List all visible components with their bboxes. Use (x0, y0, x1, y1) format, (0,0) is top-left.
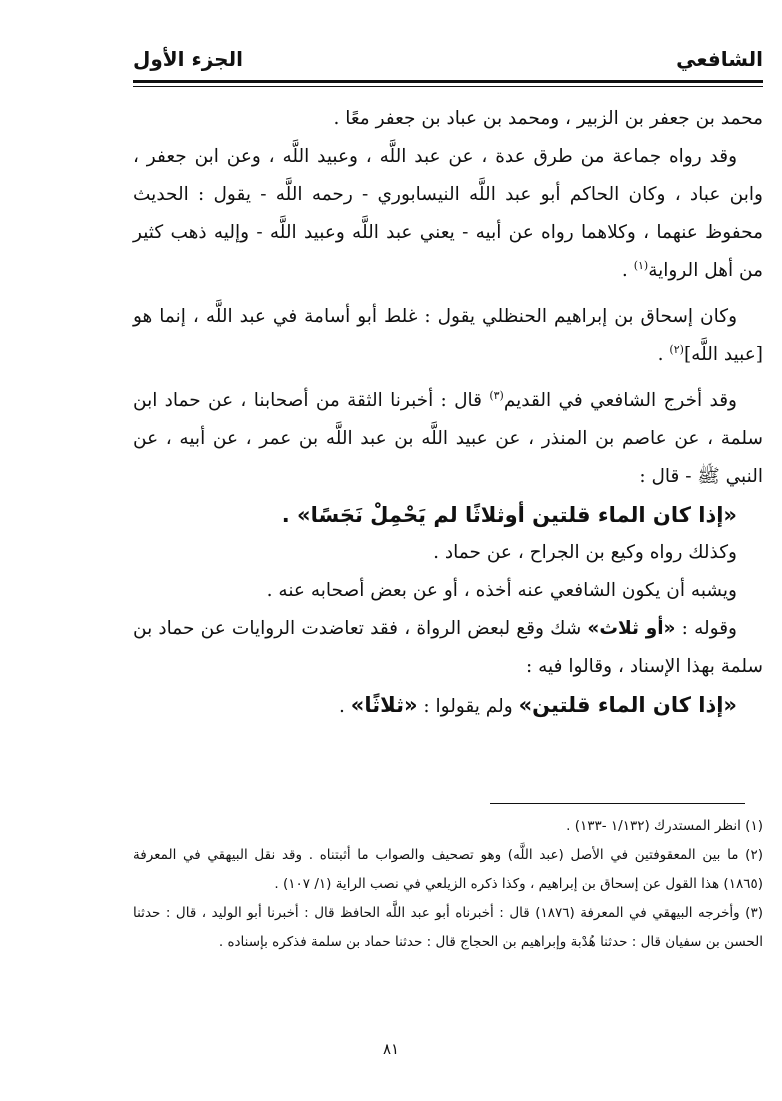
footnote-separator (490, 803, 745, 804)
footnote-ref-1[interactable]: (١) (633, 258, 649, 272)
main-text (133, 100, 763, 726)
footnote-1: (١) انظر المستدرك (١/١٣٢ -١٣٣) . (566, 818, 763, 834)
paragraph-7: وقوله : «أو ثلاث» شك وقع لبعض الرواة ، فقد تعاضدت الروايات عن حماد بن سلمة بهذا الإسناد ، وقالوا فيه : (133, 618, 763, 677)
page-number: ٨١ (382, 1040, 400, 1058)
footnote-3: (٣) وأخرجه البيهقي في المعرفة (١٨٧٦) قال : أخبرناه أبو عبد اللَّه الحافظ قال : أخبرنا أبو الوليد ، قال : حدثنا الحسن بن سفيان قال : حدثنا هُدْبة وإبراهيم بن الحجاج قال : حدثنا حماد بن سلمة فذكره بإسناده . (133, 905, 763, 950)
header-rule-thin (133, 86, 763, 87)
running-header (133, 40, 763, 78)
paragraph-3: وكان إسحاق بن إبراهيم الحنظلي يقول : غلط أبو أسامة في عبد اللَّه ، إنما هو [عبيد اللَّه]$^{(٢)}$ . (133, 306, 763, 365)
footnotes (133, 812, 763, 957)
header-rule-thick (133, 80, 763, 83)
footnote-2: (٢) ما بين المعقوفتين في الأصل (عبد اللَّه) وهو تصحيف والصواب ما أثبتناه . وقد نقل البيهقي في المعرفة (١٨٦٥) هذا القول عن إسحاق بن إبراهيم ، وكذا ذكره الزيلعي في نصب الراية (١/ ١٠٧) . (133, 847, 763, 892)
paragraph-1: محمد بن جعفر بن الزبير ، ومحمد بن عباد بن جعفر معًا . (333, 108, 763, 129)
hadith-text-1: «إذا كان الماء قلتين أوثلاثًا لم يَحْمِلْ نَجَسًا» . (281, 503, 737, 527)
paragraph-2: وقد رواه جماعة من طرق عدة ، عن عبد اللَّه ، وعبيد اللَّه ، وعن ابن جعفر ، وابن عباد ، وكان الحاكم أبو عبد اللَّه النيسابوري - رحمه اللَّه - يقول : الحديث محفوظ عنهما ، وكلاهما رواه عن أبيه - يعني عبد اللَّه وعبيد اللَّه - وإليه ذهب كثير من أهل الرواية$^{(١)}$ . (133, 146, 763, 281)
paragraph-4: وقد أخرج الشافعي في القديم$^{(٣)}$ قال : أخبرنا الثقة من أصحابنا ، عن حماد ابن سلمة ، عن عاصم بن المنذر ، عن عبيد اللَّه بن عبد اللَّه بن عمر ، عن أبيه ، عن النبي ﷺ - قال : (133, 388, 763, 487)
paragraph-5: وكذلك رواه وكيع بن الجراح ، عن حماد . (433, 542, 737, 563)
hadith-text-2: «إذا كان الماء قلتين» ولم يقولوا : «ثلاثًا» . (339, 693, 737, 717)
paragraph-6: ويشبه أن يكون الشافعي عنه أخذه ، أو عن بعض أصحابه عنه . (266, 580, 737, 601)
header-volume-title: الجزء الأول (133, 47, 243, 71)
header-book-title: الشافعي (676, 47, 763, 71)
footnote-ref-3[interactable]: (٣) (489, 388, 504, 402)
footnote-ref-2[interactable]: (٢) (669, 342, 684, 356)
